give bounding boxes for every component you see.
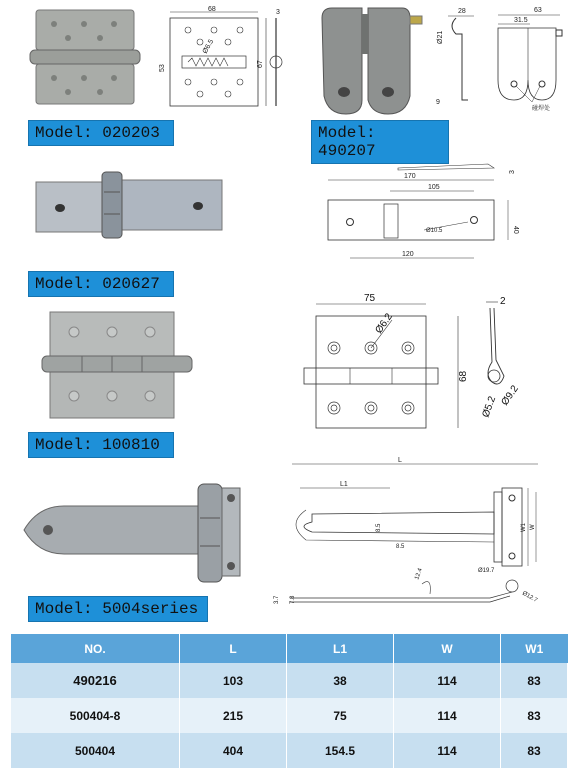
col-header-l: L [180, 634, 287, 663]
drawing-490207 [432, 4, 572, 116]
hinge-photo-020203 [28, 6, 148, 108]
dim-c: 31.5 [514, 17, 528, 24]
model-label-5004series: Model: 5004series [28, 596, 208, 622]
dim-height: 67 [257, 60, 264, 68]
dim-h3: 12.4 [414, 567, 424, 581]
cell-l1: 75 [287, 698, 394, 733]
cell-l: 103 [180, 663, 287, 698]
col-header-no: NO. [11, 634, 180, 663]
col-header-w: W [394, 634, 501, 663]
dim-span: 105 [428, 184, 440, 191]
dim-L1: L1 [340, 481, 348, 488]
dim-side: 53 [159, 64, 166, 72]
drawing-100810 [300, 290, 560, 440]
table-row [11, 733, 568, 768]
model-label-100810: Model: 100810 [28, 432, 174, 458]
col-header-l1: L1 [287, 634, 394, 663]
dim-t2: 8.5 [396, 544, 405, 550]
drawing-020203 [158, 4, 293, 112]
dim-note: 碰焊处 [532, 106, 551, 112]
model-label-490207: Model: 490207 [311, 120, 449, 164]
cell-l1: 38 [287, 663, 394, 698]
dim-W: W [530, 524, 536, 530]
dim-total: 170 [404, 173, 416, 180]
cell-w1: 83 [501, 733, 568, 768]
model-label-020627: Model: 020627 [28, 271, 174, 297]
hinge-photo-020627 [34, 170, 226, 240]
drawing-020627 [318, 160, 528, 270]
dim-width: 75 [364, 293, 376, 304]
hinge-photo-490207 [316, 4, 426, 116]
dim-pin-small: Ø5.2 [480, 394, 499, 420]
dim-b: 63 [534, 7, 542, 14]
dim-height: 40 [512, 226, 519, 234]
col-header-w1: W1 [501, 634, 568, 663]
dim-h1: 3.7 [274, 595, 280, 604]
cell-l: 215 [180, 698, 287, 733]
table-header-row [11, 634, 568, 663]
dim-thick: 3 [276, 9, 280, 16]
cell-no: 500404 [11, 733, 180, 768]
dim-thick: 2 [500, 296, 506, 307]
cell-w: 114 [394, 698, 501, 733]
cell-l1: 154.5 [287, 733, 394, 768]
spec-table [11, 634, 568, 768]
cell-w1: 83 [501, 663, 568, 698]
dim-width: 68 [208, 6, 216, 13]
dim-e: 9 [436, 99, 440, 106]
dim-W1: W1 [521, 523, 527, 532]
dim-r1: Ø19.7 [478, 568, 495, 574]
dim-h2: 7.8 [290, 595, 296, 604]
dim-hole: Ø6.5 [201, 38, 216, 55]
dim-t1: 8.5 [376, 523, 382, 532]
table-row [11, 663, 568, 698]
drawing-5004series [272, 452, 568, 610]
dim-base: 120 [402, 251, 414, 258]
hinge-photo-5004series [20, 476, 245, 588]
cell-w: 114 [394, 733, 501, 768]
table-row [11, 698, 568, 733]
dim-L: L [398, 457, 402, 464]
cell-l: 404 [180, 733, 287, 768]
cell-no: 500404-8 [11, 698, 180, 733]
dim-r2: Ø12.7 [521, 590, 539, 604]
dim-thick: 3 [509, 170, 516, 174]
cell-w: 114 [394, 663, 501, 698]
dim-pin: Ø9.2 [499, 383, 521, 408]
dim-height: 68 [458, 370, 469, 382]
model-label-020203: Model: 020203 [28, 120, 174, 146]
dim-hole: Ø10.5 [426, 228, 443, 234]
dim-a: 28 [458, 8, 466, 15]
dim-hole: Ø6.2 [373, 311, 395, 336]
cell-w1: 83 [501, 698, 568, 733]
hinge-photo-100810 [38, 306, 198, 422]
cell-no: 490216 [11, 663, 180, 698]
dim-d: Ø21 [437, 30, 444, 44]
